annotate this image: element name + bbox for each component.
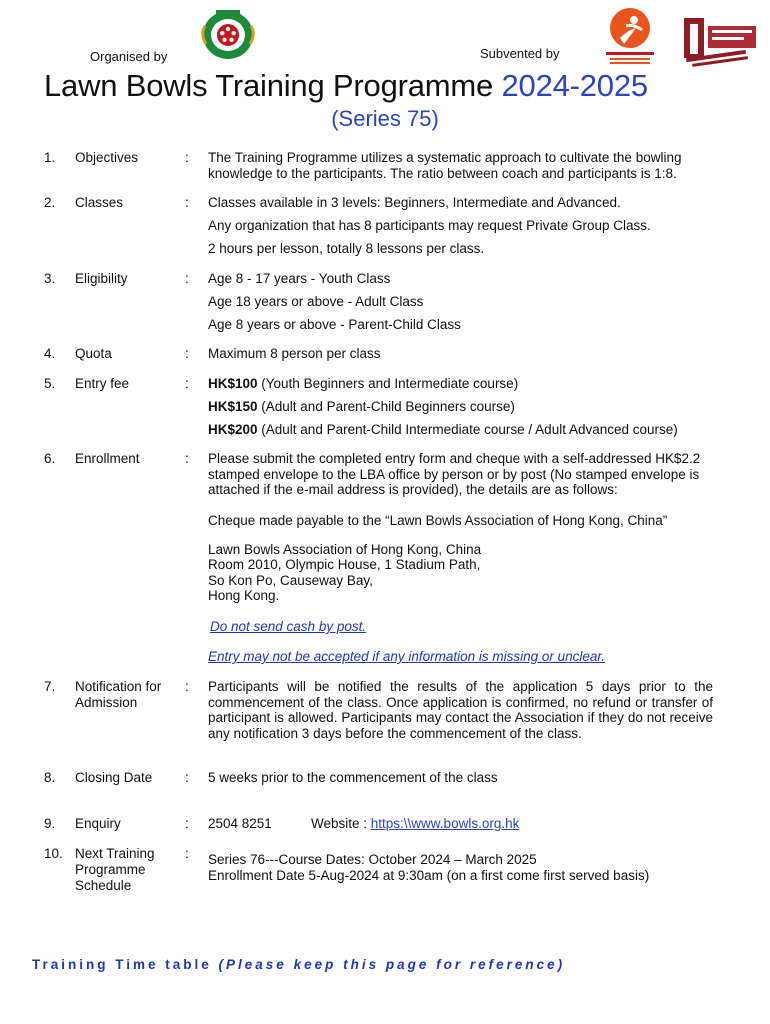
item-number: 1. — [44, 150, 56, 165]
classes-line: 2 hours per lesson, totally 8 lessons per class. — [208, 241, 485, 256]
eligibility-line: Age 18 years or above - Adult Class — [208, 294, 424, 309]
fee-line — [208, 422, 713, 438]
item-label-enrollment: Enrollment — [75, 451, 140, 466]
item-label-next-schedule: Next Training Programme Schedule — [75, 846, 155, 893]
website-link[interactable]: https:\\www.bowls.org.hk — [370, 816, 520, 831]
objectives-text: The Training Programme utilizes a systematic approach to cultivate the bowling knowledge to the participants. The ratio between coach and participants is 1:8. — [208, 150, 682, 181]
item-number: 6. — [44, 451, 56, 466]
classes-line: Any organization that has 8 participants may request Private Group Class. — [208, 218, 651, 233]
item-label-notification: Notification for Admission — [75, 679, 162, 710]
item-number: 4. — [44, 346, 56, 361]
closing-date-text: 5 weeks prior to the commencement of the class — [208, 770, 498, 785]
item-label-entry-fee: Entry fee — [75, 376, 130, 391]
eligibility-line: Age 8 - 17 years - Youth Class — [208, 271, 391, 286]
address-line: Lawn Bowls Association of Hong Kong, China — [208, 542, 482, 557]
item-label-quota: Quota — [75, 346, 112, 361]
item-number: 7. — [44, 679, 56, 694]
item-number: 8. — [44, 770, 56, 785]
page-title — [44, 68, 648, 104]
website-label: Website : — [311, 816, 371, 831]
notification-text: Participants will be notified the results of the application 5 days prior to the commencement of the class. Once application is confirmed, no refund or transfer of participant is allowed. Participants may contact the Association if they do not receive any notification 3 days before the commencement of the class. — [208, 679, 713, 741]
title-year: 2024-2025 — [501, 68, 648, 103]
fee-desc: (Adult and Parent-Child Beginners course) — [257, 399, 515, 414]
enquiry-website — [311, 816, 631, 832]
item-colon: : — [185, 376, 189, 391]
government-logo — [680, 12, 760, 67]
item-label-enquiry: Enquiry — [75, 816, 121, 831]
next-schedule-line: Series 76---Course Dates: October 2024 – March 2025 — [208, 852, 537, 867]
address-line: Hong Kong. — [208, 588, 280, 603]
timetable-label: Training Time table — [32, 957, 219, 972]
warning-missing-info: Entry may not be accepted if any information is missing or unclear. — [208, 649, 606, 664]
enquiry-phone: 2504 8251 — [208, 816, 272, 831]
item-label-eligibility: Eligibility — [75, 271, 128, 286]
item-colon: : — [185, 271, 189, 286]
lcsd-logo — [600, 8, 660, 66]
timetable-note: (Please keep this page for reference) — [218, 957, 566, 972]
item-colon: : — [185, 195, 189, 210]
item-colon: : — [185, 679, 189, 694]
quota-text: Maximum 8 person per class — [208, 346, 381, 361]
item-colon: : — [185, 451, 189, 466]
title-main: Lawn Bowls Training Programme — [44, 68, 502, 103]
item-colon: : — [185, 346, 189, 361]
organised-by-label: Organised by — [90, 49, 168, 64]
fee-amount: HK$150 — [208, 399, 258, 414]
item-label-closing-date: Closing Date — [75, 770, 153, 785]
item-colon: : — [185, 846, 189, 861]
fee-amount: HK$100 — [208, 376, 258, 391]
item-label-classes: Classes — [75, 195, 124, 210]
address-line: So Kon Po, Causeway Bay, — [208, 573, 373, 588]
classes-line: Classes available in 3 levels: Beginners, Intermediate and Advanced. — [208, 195, 621, 210]
item-number: 9. — [44, 816, 56, 831]
lba-logo — [200, 6, 256, 62]
fee-desc: (Youth Beginners and Intermediate course) — [257, 376, 519, 391]
enrollment-intro: Please submit the completed entry form and cheque with a self-addressed HK$2.2 stamped envelope to the LBA office by person or by post (No stamped envelope is attached if the e-mail address is provided), the details are as follows: — [208, 451, 701, 497]
series-label: (Series 75) — [331, 106, 439, 131]
fee-amount: HK$200 — [208, 422, 258, 437]
item-label-objectives: Objectives — [75, 150, 139, 165]
subvented-by-label: Subvented by — [480, 46, 560, 61]
fee-desc: (Adult and Parent-Child Intermediate course / Adult Advanced course) — [257, 422, 678, 437]
item-number: 3. — [44, 271, 56, 286]
fee-line — [208, 376, 713, 392]
item-number: 10. — [44, 846, 63, 861]
next-schedule-line: Enrollment Date 5-Aug-2024 at 9:30am (on a first come first served basis) — [208, 868, 650, 883]
item-number: 5. — [44, 376, 56, 391]
fee-line — [208, 399, 713, 415]
item-colon: : — [185, 150, 189, 165]
address-line: Room 2010, Olympic House, 1 Stadium Path, — [208, 557, 481, 572]
item-number: 2. — [44, 195, 56, 210]
training-timetable-heading — [32, 957, 565, 972]
item-colon: : — [185, 770, 189, 785]
item-colon: : — [185, 816, 189, 831]
eligibility-line: Age 8 years or above - Parent-Child Class — [208, 317, 461, 332]
warning-no-cash: Do not send cash by post. — [210, 619, 367, 634]
cheque-payable: Cheque made payable to the “Lawn Bowls Association of Hong Kong, China” — [208, 513, 668, 528]
